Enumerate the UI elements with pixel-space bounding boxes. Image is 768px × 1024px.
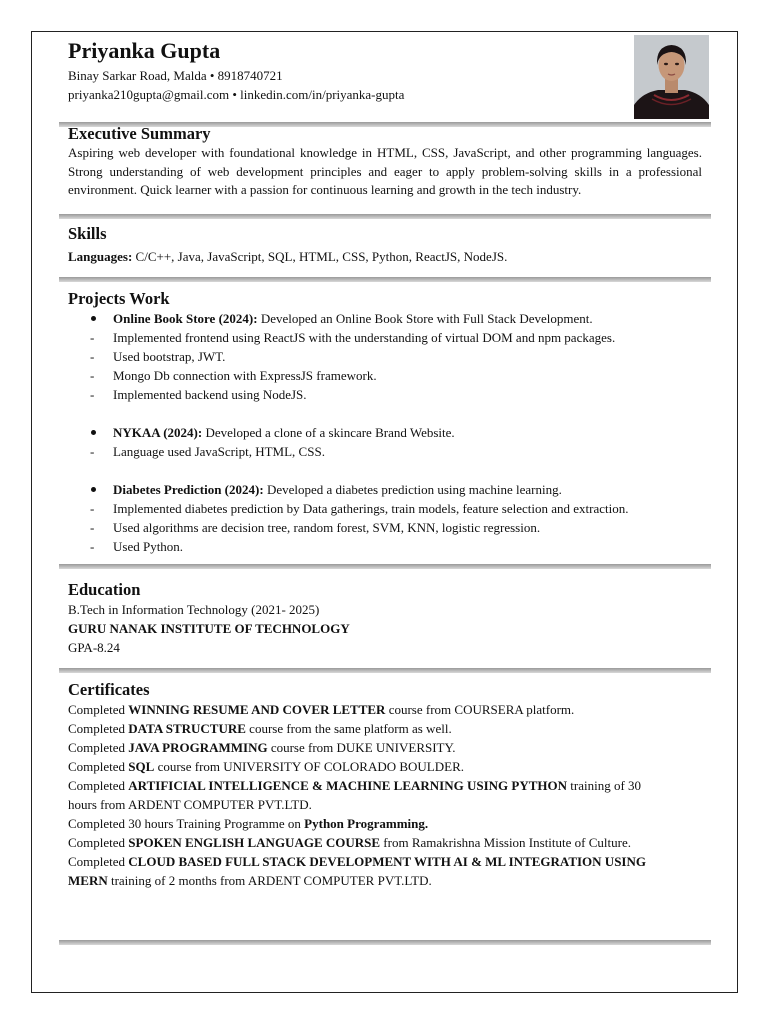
section-divider (59, 277, 711, 282)
project-description: Developed a diabetes prediction using machine learning. (263, 482, 562, 497)
certificate-prefix: Completed (68, 759, 129, 774)
certificate-prefix: Completed (68, 721, 129, 736)
certificate-item (68, 776, 702, 795)
dash-marker: - (90, 520, 95, 535)
skills-languages (68, 247, 702, 266)
candidate-name: Priyanka Gupta (68, 38, 221, 63)
project-detail-text: Used Python. (113, 539, 184, 554)
project-detail (68, 442, 702, 461)
education-degree: B.Tech in Information Technology (2021- 2025) (68, 602, 320, 617)
project-detail (68, 347, 702, 366)
section-title-skills: Skills (68, 224, 107, 243)
certificate-source: course from DUKE UNIVERSITY. (267, 740, 456, 755)
certificate-item (68, 738, 702, 757)
certificate-item (68, 814, 702, 833)
project-detail (68, 385, 702, 404)
dash-marker: - (90, 349, 95, 364)
section-title-executive-summary: Executive Summary (68, 124, 211, 143)
certificate-source: training of 2 months from ARDENT COMPUTER PVT.LTD. (107, 873, 432, 888)
executive-summary-text: Aspiring web developer with foundational knowledge in HTML, CSS, JavaScript, and other programming languages. Strong understanding of web development principles and eager to apply problem-solving skills in a professional environment. Quick learner with a passion for continuous learning and growth in the tech industry. (68, 145, 702, 198)
certificate-item-continued: hours from ARDENT COMPUTER PVT.LTD. (68, 797, 312, 812)
project-heading: Online Book Store (2024): (113, 311, 258, 326)
skills-languages-label: Languages: (68, 249, 133, 264)
resume-page (31, 31, 738, 993)
certificate-source: from Ramakrishna Mission Institute of Culture. (380, 835, 631, 850)
project-item-online-book-store (68, 309, 702, 328)
dash-marker: - (90, 539, 95, 554)
dash-marker: - (90, 501, 95, 516)
project-description: Developed a clone of a skincare Brand Website. (202, 425, 455, 440)
certificate-item (68, 719, 702, 738)
project-detail (68, 328, 702, 347)
contact-address-phone: Binay Sarkar Road, Malda • 8918740721 (68, 68, 283, 83)
certificate-source: course from UNIVERSITY OF COLORADO BOULDER. (154, 759, 465, 774)
project-detail (68, 366, 702, 385)
section-divider (59, 564, 711, 569)
certificate-title: DATA STRUCTURE (128, 721, 246, 736)
profile-photo-image (634, 35, 709, 119)
project-detail-text: Implemented frontend using ReactJS with the understanding of virtual DOM and npm packages. (113, 330, 616, 345)
certificate-prefix: Completed (68, 702, 129, 717)
section-title-projects: Projects Work (68, 289, 170, 308)
section-title-education: Education (68, 580, 141, 599)
section-divider (59, 214, 711, 219)
certificate-title: MERN (68, 873, 108, 888)
certificate-source: training of 30 (567, 778, 642, 793)
project-detail-text: Implemented backend using NodeJS. (113, 387, 307, 402)
project-item-diabetes-prediction (68, 480, 702, 499)
certificate-title: ARTIFICIAL INTELLIGENCE & MACHINE LEARNING USING PYTHON (128, 778, 568, 793)
project-detail-text: Used bootstrap, JWT. (113, 349, 226, 364)
project-detail (68, 518, 702, 537)
certificate-item (68, 852, 702, 871)
project-detail-text: Used algorithms are decision tree, random forest, SVM, KNN, logistic regression. (113, 520, 541, 535)
project-item-nykaa (68, 423, 702, 442)
certificate-prefix: Completed (68, 778, 129, 793)
section-divider (59, 940, 711, 945)
certificate-item (68, 700, 702, 719)
resume-header (68, 32, 702, 124)
certificate-source: course from the same platform as well. (245, 721, 452, 736)
project-detail-text: Mongo Db connection with ExpressJS framework. (113, 368, 377, 383)
project-heading: Diabetes Prediction (2024): (113, 482, 264, 497)
skills-languages-value: C/C++, Java, JavaScript, SQL, HTML, CSS, Python, ReactJS, NodeJS. (132, 249, 508, 264)
certificate-title: SQL (128, 759, 155, 774)
certificates-section (68, 680, 702, 890)
dash-marker: - (90, 368, 95, 383)
certificate-item (68, 833, 702, 852)
certificate-source: course from COURSERA platform. (385, 702, 575, 717)
project-heading: NYKAA (2024): (113, 425, 203, 440)
certificate-item-continued (68, 871, 702, 890)
certificate-title: WINNING RESUME AND COVER LETTER (128, 702, 386, 717)
project-detail (68, 537, 702, 556)
project-detail-text: Language used JavaScript, HTML, CSS. (113, 444, 325, 459)
bullet-icon (91, 487, 96, 492)
project-detail-text: Implemented diabetes prediction by Data gatherings, train models, feature selection and extraction. (113, 501, 629, 516)
certificate-title: Python Programming. (304, 816, 429, 831)
certificate-prefix: Completed (68, 835, 129, 850)
certificate-prefix: Completed (68, 740, 129, 755)
dash-marker: - (90, 444, 95, 459)
education-institute: GURU NANAK INSTITUTE OF TECHNOLOGY (68, 621, 350, 636)
certificate-title: CLOUD BASED FULL STACK DEVELOPMENT WITH AI & ML INTEGRATION USING (128, 854, 646, 869)
spacer (68, 404, 702, 423)
section-divider (59, 668, 711, 673)
section-title-certificates: Certificates (68, 680, 150, 699)
skills-section (68, 224, 702, 266)
dash-marker: - (90, 330, 95, 345)
projects-section (68, 289, 702, 556)
education-gpa: GPA-8.24 (68, 640, 120, 655)
profile-photo (634, 35, 709, 119)
dash-marker: - (90, 387, 95, 402)
certificate-title: SPOKEN ENGLISH LANGUAGE COURSE (128, 835, 381, 850)
contact-email-linkedin: priyanka210gupta@gmail.com • linkedin.com/in/priyanka-gupta (68, 87, 405, 102)
certificate-item (68, 757, 702, 776)
certificate-prefix: Completed 30 hours Training Programme on (68, 816, 305, 831)
certificate-prefix: Completed (68, 854, 129, 869)
resume-content (68, 32, 702, 888)
project-description: Developed an Online Book Store with Full Stack Development. (257, 311, 593, 326)
education-section (68, 580, 702, 657)
project-detail (68, 499, 702, 518)
executive-summary-section (68, 124, 702, 200)
certificate-title: JAVA PROGRAMMING (128, 740, 268, 755)
spacer (68, 461, 702, 480)
bullet-icon (91, 430, 96, 435)
bullet-icon (91, 316, 96, 321)
